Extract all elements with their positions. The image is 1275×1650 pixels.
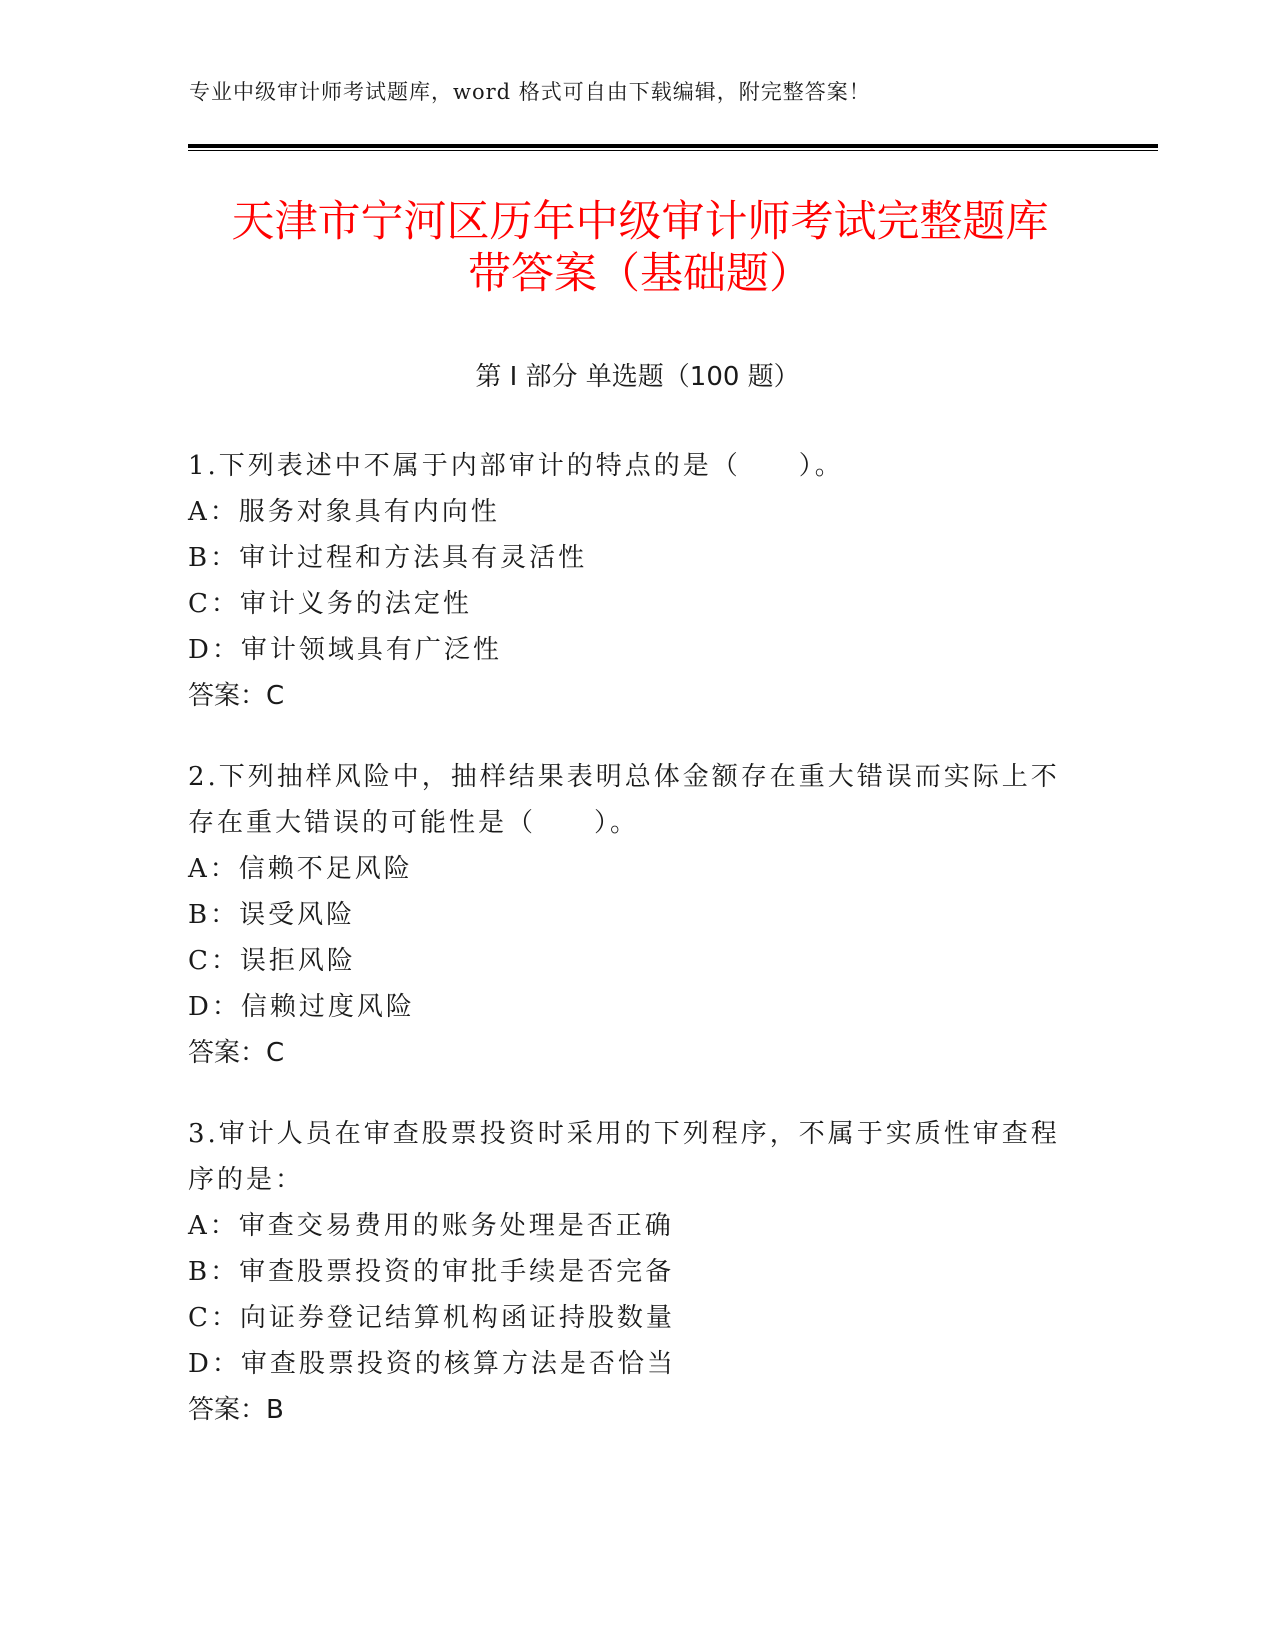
option-a: A：审查交易费用的账务处理是否正确 bbox=[188, 1211, 674, 1241]
option-b: B：审查股票投资的审批手续是否完备 bbox=[188, 1257, 675, 1287]
question-stem: 3.审计人员在审查股票投资时采用的下列程序，不属于实质性审查程序的是： bbox=[188, 1119, 1060, 1195]
section-heading: 第 I 部分 单选题（100 题） bbox=[475, 362, 800, 392]
question-stem: 2.下列抽样风险中，抽样结果表明总体金额存在重大错误而实际上不存在重大错误的可能性是（ ）。 bbox=[188, 762, 1060, 838]
option-d: D：审计领域具有广泛性 bbox=[188, 635, 502, 665]
option-c: C：误拒风险 bbox=[188, 946, 356, 976]
option-b: B：审计过程和方法具有灵活性 bbox=[188, 543, 588, 573]
option-b: B：误受风险 bbox=[188, 900, 356, 930]
document-title-line-2: 带答案（基础题） bbox=[468, 249, 812, 299]
document-title bbox=[140, 196, 1140, 300]
option-c: C：审计义务的法定性 bbox=[188, 589, 472, 619]
question-3 bbox=[188, 1111, 1068, 1433]
option-d: D：审查股票投资的核算方法是否恰当 bbox=[188, 1349, 676, 1379]
document-title-line-1: 天津市宁河区历年中级审计师考试完整题库 bbox=[231, 197, 1049, 247]
option-d: D：信赖过度风险 bbox=[188, 992, 415, 1022]
header-note: 专业中级审计师考试题库，word 格式可自由下载编辑，附完整答案！ bbox=[189, 80, 871, 104]
question-stem: 1.下列表述中不属于内部审计的特点的是（ ）。 bbox=[188, 451, 844, 481]
question-list bbox=[188, 443, 1068, 1468]
answer: 答案：B bbox=[188, 1395, 284, 1425]
header-rule-thin bbox=[188, 150, 1158, 151]
question-2 bbox=[188, 754, 1068, 1076]
answer: 答案：C bbox=[188, 1038, 285, 1068]
answer: 答案：C bbox=[188, 681, 285, 711]
option-a: A：信赖不足风险 bbox=[188, 854, 413, 884]
option-c: C：向证券登记结算机构函证持股数量 bbox=[188, 1303, 675, 1333]
option-a: A：服务对象具有内向性 bbox=[188, 497, 500, 527]
question-1 bbox=[188, 443, 1068, 719]
header-rule-thick bbox=[188, 144, 1158, 148]
